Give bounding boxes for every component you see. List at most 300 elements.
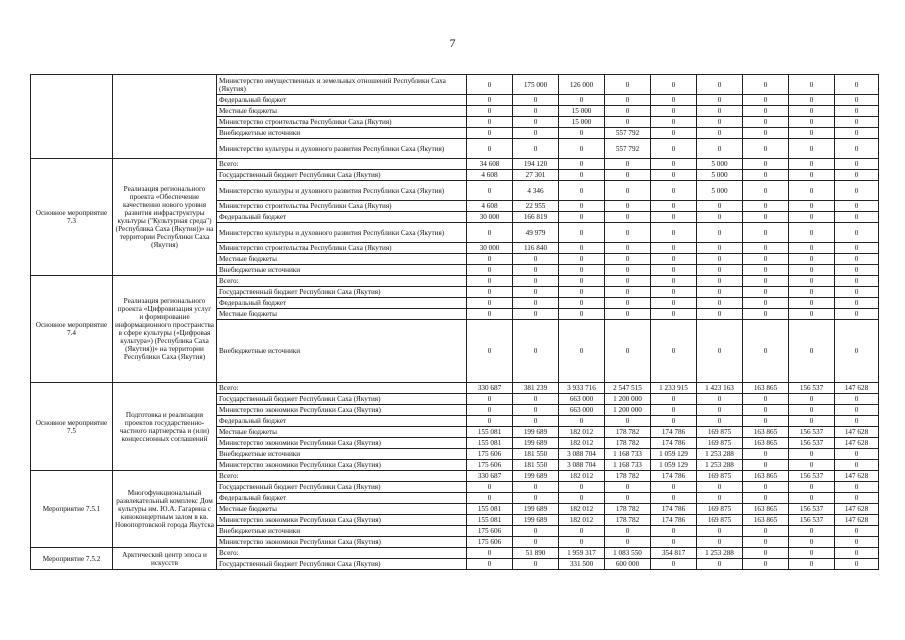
amount-cell: 5 000 bbox=[697, 159, 743, 170]
amount-cell: 0 bbox=[605, 201, 651, 212]
funding-source: Внебюджетные источники bbox=[217, 128, 467, 139]
amount-cell: 0 bbox=[743, 298, 789, 309]
amount-cell: 0 bbox=[835, 128, 879, 139]
amount-cell: 0 bbox=[559, 159, 605, 170]
amount-cell: 0 bbox=[789, 493, 835, 504]
amount-cell: 0 bbox=[651, 95, 697, 106]
amount-cell: 156 537 bbox=[789, 515, 835, 526]
amount-cell: 600 000 bbox=[605, 559, 651, 570]
amount-cell: 0 bbox=[467, 139, 513, 159]
measure-name: Реализация регионального проекта «Обеспечение качественно нового уровня развития инфраструктуры культуры ("Культурная среда") (Республика Саха (Якутия))» на территории Республики Саха (Якутия) bbox=[113, 159, 217, 276]
amount-cell: 2 547 515 bbox=[605, 383, 651, 394]
table-row bbox=[31, 548, 879, 559]
amount-cell: 0 bbox=[605, 212, 651, 223]
amount-cell: 0 bbox=[513, 416, 559, 427]
amount-cell: 0 bbox=[605, 493, 651, 504]
amount-cell: 1 059 129 bbox=[651, 449, 697, 460]
amount-cell: 0 bbox=[743, 212, 789, 223]
table-row bbox=[31, 75, 879, 95]
amount-cell: 0 bbox=[467, 309, 513, 320]
amount-cell: 1 168 733 bbox=[605, 460, 651, 471]
measure-name: Подготовка и реализация проектов государственно-частного партнерства и (или) концессионных соглашений bbox=[113, 383, 217, 471]
amount-cell: 0 bbox=[605, 416, 651, 427]
amount-cell: 0 bbox=[743, 394, 789, 405]
measure-code bbox=[31, 75, 113, 159]
amount-cell: 0 bbox=[651, 559, 697, 570]
amount-cell: 0 bbox=[559, 265, 605, 276]
amount-cell: 0 bbox=[789, 159, 835, 170]
amount-cell: 166 819 bbox=[513, 212, 559, 223]
amount-cell: 0 bbox=[559, 416, 605, 427]
amount-cell: 0 bbox=[743, 416, 789, 427]
amount-cell: 0 bbox=[467, 181, 513, 201]
amount-cell: 0 bbox=[697, 320, 743, 383]
amount-cell: 0 bbox=[697, 405, 743, 416]
amount-cell: 169 875 bbox=[697, 504, 743, 515]
table-row bbox=[31, 471, 879, 482]
amount-cell: 0 bbox=[835, 201, 879, 212]
amount-cell: 30 000 bbox=[467, 212, 513, 223]
funding-source: Внебюджетные источники bbox=[217, 320, 467, 383]
amount-cell: 1 083 550 bbox=[605, 548, 651, 559]
amount-cell: 27 301 bbox=[513, 170, 559, 181]
amount-cell: 0 bbox=[835, 309, 879, 320]
amount-cell: 0 bbox=[697, 298, 743, 309]
measure-name: Многофункциональный развлекательный комплекс Дом культуры им. Ю.А. Гагарина с киноконцертным залом в кв. Новопортовской города Якутска bbox=[113, 471, 217, 548]
amount-cell: 0 bbox=[789, 243, 835, 254]
amount-cell: 15 000 bbox=[559, 106, 605, 117]
measure-code: Основное мероприятие 7.3 bbox=[31, 159, 113, 276]
funding-source: Государственный бюджет Республики Саха (Якутия) bbox=[217, 482, 467, 493]
amount-cell: 0 bbox=[605, 170, 651, 181]
amount-cell: 199 689 bbox=[513, 438, 559, 449]
amount-cell: 178 782 bbox=[605, 438, 651, 449]
amount-cell: 330 687 bbox=[467, 383, 513, 394]
amount-cell: 0 bbox=[513, 482, 559, 493]
amount-cell: 0 bbox=[513, 128, 559, 139]
amount-cell: 1 200 000 bbox=[605, 394, 651, 405]
amount-cell: 0 bbox=[513, 493, 559, 504]
funding-source: Местные бюджеты bbox=[217, 309, 467, 320]
amount-cell: 0 bbox=[513, 394, 559, 405]
measure-name bbox=[113, 75, 217, 159]
amount-cell: 0 bbox=[743, 526, 789, 537]
amount-cell: 155 081 bbox=[467, 504, 513, 515]
budget-table bbox=[30, 74, 879, 570]
amount-cell: 147 628 bbox=[835, 504, 879, 515]
amount-cell: 30 000 bbox=[467, 243, 513, 254]
amount-cell: 169 875 bbox=[697, 515, 743, 526]
amount-cell: 163 865 bbox=[743, 427, 789, 438]
amount-cell: 0 bbox=[789, 276, 835, 287]
funding-source: Местные бюджеты bbox=[217, 504, 467, 515]
amount-cell: 0 bbox=[789, 405, 835, 416]
amount-cell: 0 bbox=[697, 493, 743, 504]
amount-cell: 0 bbox=[697, 276, 743, 287]
amount-cell: 0 bbox=[697, 223, 743, 243]
amount-cell: 0 bbox=[743, 265, 789, 276]
amount-cell: 0 bbox=[513, 106, 559, 117]
amount-cell: 0 bbox=[467, 416, 513, 427]
amount-cell: 0 bbox=[651, 537, 697, 548]
amount-cell: 0 bbox=[651, 201, 697, 212]
amount-cell: 0 bbox=[605, 254, 651, 265]
amount-cell: 0 bbox=[789, 482, 835, 493]
amount-cell: 0 bbox=[743, 405, 789, 416]
funding-source: Всего: bbox=[217, 548, 467, 559]
amount-cell: 0 bbox=[513, 95, 559, 106]
amount-cell: 163 865 bbox=[743, 471, 789, 482]
amount-cell: 0 bbox=[467, 298, 513, 309]
amount-cell: 0 bbox=[467, 276, 513, 287]
amount-cell: 0 bbox=[835, 276, 879, 287]
amount-cell: 0 bbox=[559, 254, 605, 265]
amount-cell: 126 000 bbox=[559, 75, 605, 95]
funding-source: Министерство экономики Республики Саха (Якутия) bbox=[217, 438, 467, 449]
amount-cell: 0 bbox=[743, 254, 789, 265]
amount-cell: 155 081 bbox=[467, 438, 513, 449]
amount-cell: 0 bbox=[743, 170, 789, 181]
amount-cell: 0 bbox=[743, 95, 789, 106]
measure-code: Мероприятие 7.5.2 bbox=[31, 548, 113, 570]
amount-cell: 0 bbox=[513, 254, 559, 265]
amount-cell: 0 bbox=[789, 170, 835, 181]
amount-cell: 51 890 bbox=[513, 548, 559, 559]
amount-cell: 0 bbox=[605, 265, 651, 276]
amount-cell: 0 bbox=[467, 394, 513, 405]
amount-cell: 0 bbox=[467, 265, 513, 276]
amount-cell: 163 865 bbox=[743, 383, 789, 394]
amount-cell: 0 bbox=[651, 276, 697, 287]
funding-source: Всего: bbox=[217, 159, 467, 170]
amount-cell: 181 550 bbox=[513, 460, 559, 471]
amount-cell: 0 bbox=[651, 139, 697, 159]
amount-cell: 0 bbox=[559, 526, 605, 537]
amount-cell: 0 bbox=[605, 181, 651, 201]
amount-cell: 0 bbox=[835, 449, 879, 460]
amount-cell: 0 bbox=[605, 320, 651, 383]
amount-cell: 0 bbox=[651, 106, 697, 117]
amount-cell: 1 959 317 bbox=[559, 548, 605, 559]
amount-cell: 0 bbox=[835, 493, 879, 504]
amount-cell: 0 bbox=[697, 117, 743, 128]
amount-cell: 4 608 bbox=[467, 201, 513, 212]
amount-cell: 0 bbox=[651, 75, 697, 95]
funding-source: Министерство экономики Республики Саха (Якутия) bbox=[217, 405, 467, 416]
amount-cell: 163 865 bbox=[743, 438, 789, 449]
amount-cell: 174 786 bbox=[651, 515, 697, 526]
amount-cell: 0 bbox=[835, 265, 879, 276]
funding-source: Государственный бюджет Республики Саха (Якутия) bbox=[217, 170, 467, 181]
amount-cell: 178 782 bbox=[605, 427, 651, 438]
amount-cell: 0 bbox=[697, 128, 743, 139]
amount-cell: 0 bbox=[697, 394, 743, 405]
amount-cell: 0 bbox=[559, 298, 605, 309]
amount-cell: 0 bbox=[835, 405, 879, 416]
amount-cell: 0 bbox=[651, 254, 697, 265]
amount-cell: 182 012 bbox=[559, 427, 605, 438]
amount-cell: 182 012 bbox=[559, 504, 605, 515]
amount-cell: 3 088 704 bbox=[559, 460, 605, 471]
amount-cell: 182 012 bbox=[559, 438, 605, 449]
amount-cell: 1 423 163 bbox=[697, 383, 743, 394]
measure-name: Реализация регионального проекта «Цифровизация услуг и формирование информационного пространства в сфере культуры («Цифровая культура») (Республика Саха (Якутия))» на территории Республики Саха (Якутия) bbox=[113, 276, 217, 383]
amount-cell: 174 786 bbox=[651, 471, 697, 482]
amount-cell: 0 bbox=[789, 181, 835, 201]
amount-cell: 0 bbox=[651, 265, 697, 276]
amount-cell: 0 bbox=[789, 320, 835, 383]
amount-cell: 15 000 bbox=[559, 117, 605, 128]
amount-cell: 0 bbox=[835, 170, 879, 181]
amount-cell: 0 bbox=[697, 201, 743, 212]
amount-cell: 0 bbox=[697, 537, 743, 548]
funding-source: Внебюджетные источники bbox=[217, 265, 467, 276]
amount-cell: 174 786 bbox=[651, 427, 697, 438]
amount-cell: 0 bbox=[605, 526, 651, 537]
amount-cell: 0 bbox=[789, 416, 835, 427]
amount-cell: 0 bbox=[835, 254, 879, 265]
amount-cell: 1 200 000 bbox=[605, 405, 651, 416]
amount-cell: 0 bbox=[559, 223, 605, 243]
amount-cell: 0 bbox=[605, 117, 651, 128]
measure-code: Мероприятие 7.5.1 bbox=[31, 471, 113, 548]
amount-cell: 0 bbox=[835, 95, 879, 106]
amount-cell: 199 689 bbox=[513, 504, 559, 515]
funding-source: Внебюджетные источники bbox=[217, 449, 467, 460]
amount-cell: 0 bbox=[835, 181, 879, 201]
amount-cell: 0 bbox=[559, 243, 605, 254]
amount-cell: 0 bbox=[513, 320, 559, 383]
amount-cell: 169 875 bbox=[697, 471, 743, 482]
funding-source: Министерство строительства Республики Саха (Якутия) bbox=[217, 201, 467, 212]
amount-cell: 174 786 bbox=[651, 438, 697, 449]
amount-cell: 34 608 bbox=[467, 159, 513, 170]
funding-source: Министерство строительства Республики Саха (Якутия) bbox=[217, 243, 467, 254]
amount-cell: 182 012 bbox=[559, 471, 605, 482]
amount-cell: 0 bbox=[789, 265, 835, 276]
amount-cell: 663 000 bbox=[559, 394, 605, 405]
funding-source: Министерство экономики Республики Саха (Якутия) bbox=[217, 537, 467, 548]
amount-cell: 0 bbox=[651, 394, 697, 405]
amount-cell: 0 bbox=[513, 276, 559, 287]
amount-cell: 0 bbox=[467, 287, 513, 298]
amount-cell: 0 bbox=[743, 139, 789, 159]
amount-cell: 5 000 bbox=[697, 181, 743, 201]
amount-cell: 0 bbox=[835, 287, 879, 298]
amount-cell: 1 253 288 bbox=[697, 548, 743, 559]
amount-cell: 3 088 704 bbox=[559, 449, 605, 460]
amount-cell: 0 bbox=[651, 243, 697, 254]
amount-cell: 0 bbox=[835, 394, 879, 405]
amount-cell: 147 628 bbox=[835, 427, 879, 438]
amount-cell: 0 bbox=[467, 405, 513, 416]
amount-cell: 0 bbox=[743, 159, 789, 170]
amount-cell: 0 bbox=[835, 106, 879, 117]
amount-cell: 0 bbox=[743, 309, 789, 320]
funding-source: Всего: bbox=[217, 276, 467, 287]
amount-cell: 0 bbox=[789, 287, 835, 298]
amount-cell: 0 bbox=[789, 95, 835, 106]
amount-cell: 0 bbox=[835, 75, 879, 95]
amount-cell: 0 bbox=[467, 117, 513, 128]
amount-cell: 0 bbox=[789, 548, 835, 559]
amount-cell: 0 bbox=[743, 449, 789, 460]
amount-cell: 0 bbox=[513, 537, 559, 548]
amount-cell: 4 346 bbox=[513, 181, 559, 201]
table-row bbox=[31, 159, 879, 170]
measure-name: Арктический центр эпоса и искусств bbox=[113, 548, 217, 570]
amount-cell: 0 bbox=[789, 75, 835, 95]
amount-cell: 174 786 bbox=[651, 504, 697, 515]
funding-source: Государственный бюджет Республики Саха (Якутия) bbox=[217, 559, 467, 570]
amount-cell: 0 bbox=[697, 559, 743, 570]
amount-cell: 0 bbox=[651, 493, 697, 504]
funding-source: Местные бюджеты bbox=[217, 427, 467, 438]
amount-cell: 0 bbox=[743, 482, 789, 493]
amount-cell: 163 865 bbox=[743, 504, 789, 515]
amount-cell: 0 bbox=[513, 117, 559, 128]
amount-cell: 0 bbox=[789, 128, 835, 139]
amount-cell: 0 bbox=[559, 276, 605, 287]
amount-cell: 0 bbox=[835, 526, 879, 537]
amount-cell: 175 606 bbox=[467, 460, 513, 471]
amount-cell: 175 000 bbox=[513, 75, 559, 95]
amount-cell: 0 bbox=[605, 309, 651, 320]
amount-cell: 169 875 bbox=[697, 427, 743, 438]
amount-cell: 0 bbox=[743, 276, 789, 287]
amount-cell: 0 bbox=[789, 139, 835, 159]
amount-cell: 0 bbox=[697, 243, 743, 254]
amount-cell: 155 081 bbox=[467, 427, 513, 438]
amount-cell: 0 bbox=[559, 212, 605, 223]
funding-source: Внебюджетные источники bbox=[217, 526, 467, 537]
amount-cell: 0 bbox=[513, 287, 559, 298]
amount-cell: 0 bbox=[559, 201, 605, 212]
amount-cell: 175 606 bbox=[467, 526, 513, 537]
amount-cell: 0 bbox=[467, 493, 513, 504]
amount-cell: 0 bbox=[651, 287, 697, 298]
funding-source: Федеральный бюджет bbox=[217, 298, 467, 309]
funding-source: Федеральный бюджет bbox=[217, 416, 467, 427]
amount-cell: 199 689 bbox=[513, 427, 559, 438]
amount-cell: 156 537 bbox=[789, 383, 835, 394]
funding-source: Министерство культуры и духовного развития Республики Саха (Якутия) bbox=[217, 139, 467, 159]
amount-cell: 156 537 bbox=[789, 438, 835, 449]
amount-cell: 0 bbox=[743, 201, 789, 212]
amount-cell: 331 500 bbox=[559, 559, 605, 570]
amount-cell: 0 bbox=[697, 309, 743, 320]
amount-cell: 0 bbox=[513, 559, 559, 570]
amount-cell: 0 bbox=[651, 309, 697, 320]
amount-cell: 0 bbox=[789, 526, 835, 537]
amount-cell: 169 875 bbox=[697, 438, 743, 449]
amount-cell: 1 059 129 bbox=[651, 460, 697, 471]
funding-source: Федеральный бюджет bbox=[217, 212, 467, 223]
amount-cell: 0 bbox=[743, 75, 789, 95]
amount-cell: 0 bbox=[835, 537, 879, 548]
amount-cell: 182 012 bbox=[559, 515, 605, 526]
amount-cell: 0 bbox=[835, 139, 879, 159]
amount-cell: 0 bbox=[605, 95, 651, 106]
amount-cell: 0 bbox=[559, 287, 605, 298]
amount-cell: 0 bbox=[467, 223, 513, 243]
measure-code: Основное мероприятие 7.5 bbox=[31, 383, 113, 471]
amount-cell: 0 bbox=[835, 416, 879, 427]
funding-source: Всего: bbox=[217, 383, 467, 394]
amount-cell: 147 628 bbox=[835, 438, 879, 449]
amount-cell: 0 bbox=[743, 223, 789, 243]
amount-cell: 0 bbox=[559, 170, 605, 181]
amount-cell: 0 bbox=[743, 493, 789, 504]
amount-cell: 0 bbox=[789, 537, 835, 548]
funding-source: Министерство строительства Республики Саха (Якутия) bbox=[217, 117, 467, 128]
funding-source: Министерство имущественных и земельных отношений Республики Саха (Якутия) bbox=[217, 75, 467, 95]
amount-cell: 1 168 733 bbox=[605, 449, 651, 460]
amount-cell: 178 782 bbox=[605, 515, 651, 526]
funding-source: Государственный бюджет Республики Саха (Якутия) bbox=[217, 394, 467, 405]
amount-cell: 0 bbox=[605, 159, 651, 170]
amount-cell: 0 bbox=[559, 320, 605, 383]
amount-cell: 0 bbox=[513, 309, 559, 320]
amount-cell: 0 bbox=[789, 254, 835, 265]
amount-cell: 0 bbox=[789, 106, 835, 117]
amount-cell: 147 628 bbox=[835, 515, 879, 526]
amount-cell: 0 bbox=[697, 254, 743, 265]
amount-cell: 0 bbox=[559, 95, 605, 106]
amount-cell: 0 bbox=[605, 106, 651, 117]
funding-source: Министерство культуры и духовного развития Республики Саха (Якутия) bbox=[217, 181, 467, 201]
amount-cell: 0 bbox=[651, 416, 697, 427]
amount-cell: 0 bbox=[605, 276, 651, 287]
amount-cell: 0 bbox=[697, 75, 743, 95]
amount-cell: 0 bbox=[789, 117, 835, 128]
amount-cell: 0 bbox=[743, 537, 789, 548]
amount-cell: 0 bbox=[743, 106, 789, 117]
amount-cell: 0 bbox=[651, 223, 697, 243]
amount-cell: 199 689 bbox=[513, 515, 559, 526]
amount-cell: 0 bbox=[651, 526, 697, 537]
funding-source: Государственный бюджет Республики Саха (Якутия) bbox=[217, 287, 467, 298]
funding-source: Министерство культуры и духовного развития Республики Саха (Якутия) bbox=[217, 223, 467, 243]
funding-source: Федеральный бюджет bbox=[217, 493, 467, 504]
amount-cell: 0 bbox=[743, 460, 789, 471]
funding-source: Всего: bbox=[217, 471, 467, 482]
amount-cell: 0 bbox=[789, 449, 835, 460]
amount-cell: 147 628 bbox=[835, 383, 879, 394]
amount-cell: 0 bbox=[835, 482, 879, 493]
amount-cell: 557 792 bbox=[605, 128, 651, 139]
amount-cell: 0 bbox=[467, 75, 513, 95]
amount-cell: 0 bbox=[651, 170, 697, 181]
amount-cell: 0 bbox=[559, 128, 605, 139]
amount-cell: 0 bbox=[513, 298, 559, 309]
amount-cell: 0 bbox=[835, 298, 879, 309]
amount-cell: 557 792 bbox=[605, 139, 651, 159]
measure-code: Основное мероприятие 7.4 bbox=[31, 276, 113, 383]
amount-cell: 0 bbox=[743, 320, 789, 383]
amount-cell: 22 955 bbox=[513, 201, 559, 212]
amount-cell: 0 bbox=[835, 320, 879, 383]
amount-cell: 0 bbox=[743, 117, 789, 128]
amount-cell: 0 bbox=[559, 181, 605, 201]
amount-cell: 156 537 bbox=[789, 471, 835, 482]
amount-cell: 663 000 bbox=[559, 405, 605, 416]
amount-cell: 0 bbox=[467, 128, 513, 139]
amount-cell: 0 bbox=[835, 559, 879, 570]
amount-cell: 0 bbox=[789, 460, 835, 471]
amount-cell: 0 bbox=[559, 139, 605, 159]
funding-source: Федеральный бюджет bbox=[217, 95, 467, 106]
